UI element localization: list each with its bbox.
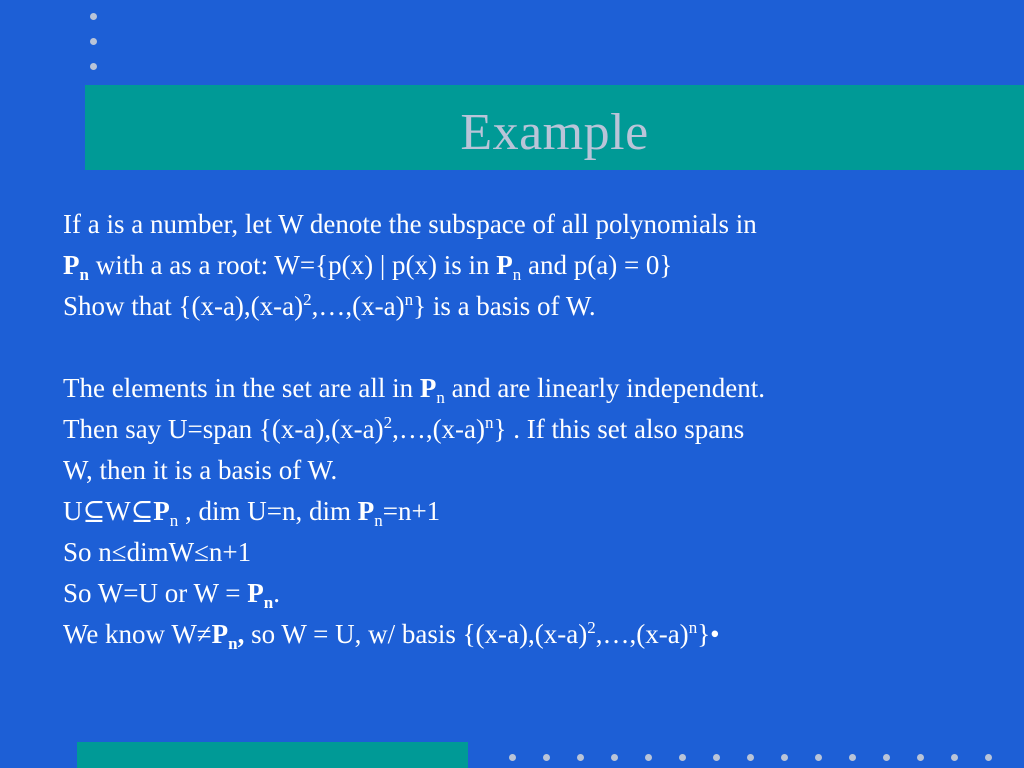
superscript: n — [688, 618, 698, 637]
text-span: The elements in the set are all in — [63, 373, 420, 403]
bold-P: P — [496, 250, 513, 280]
text-span: with a as a root: W={p(x) | p(x) is in — [88, 250, 497, 280]
text-span: }• — [697, 619, 720, 649]
text-line-1 — [63, 204, 993, 245]
text-span: If a is a number, let W denote the subspace of all polynomials in — [63, 209, 757, 239]
decor-dot — [849, 754, 856, 761]
decor-dot — [509, 754, 516, 761]
text-span: We know W≠ — [63, 619, 212, 649]
decor-dot — [917, 754, 924, 761]
decor-dot — [90, 38, 97, 45]
text-span: U⊆W⊆ — [63, 496, 154, 526]
subscript: n — [436, 388, 445, 407]
subscript: n — [228, 634, 238, 653]
text-line-10 — [63, 614, 993, 655]
text-span: So n≤dimW≤n+1 — [63, 537, 252, 567]
text-span: ,…,(x-a) — [311, 291, 405, 321]
slide-title: Example — [460, 104, 649, 161]
text-span: =n+1 — [382, 496, 441, 526]
bold-P: $P_n$ — [63, 250, 89, 284]
decor-dot — [781, 754, 788, 761]
superscript: 2 — [587, 618, 596, 637]
decor-dot — [883, 754, 890, 761]
text-span: Then say U=span {(x-a),(x-a) — [63, 414, 384, 444]
subscript: n — [512, 265, 522, 284]
bold-P: $P_n$ — [247, 578, 274, 612]
text-span: and p(a) = 0} — [521, 250, 673, 280]
bold-P: P — [357, 496, 375, 526]
text-line-7 — [63, 491, 993, 532]
subscript: n — [374, 511, 383, 530]
text-line-4 — [63, 368, 993, 409]
subscript: n — [263, 593, 274, 612]
text-span: } . If this set also spans — [493, 414, 745, 444]
decor-dot — [815, 754, 822, 761]
superscript: 2 — [383, 413, 393, 432]
text-line-8 — [63, 532, 993, 573]
text-line-9 — [63, 573, 993, 614]
text-line-3 — [63, 286, 993, 327]
decor-dot — [985, 754, 992, 761]
decor-dot — [679, 754, 686, 761]
text-span: ,…,(x-a) — [392, 414, 486, 444]
decor-dot — [747, 754, 754, 761]
bold-P: P — [419, 373, 437, 403]
text-span: , dim U=n, dim — [178, 496, 358, 526]
decor-dot — [713, 754, 720, 761]
text-line-6 — [63, 450, 993, 491]
decor-dot — [543, 754, 550, 761]
text-line-2 — [63, 245, 993, 286]
decor-dot — [90, 63, 97, 70]
superscript: n — [485, 413, 494, 432]
title-bar — [85, 85, 1024, 170]
subscript: n — [169, 511, 179, 530]
text-span: } is a basis of W. — [413, 291, 596, 321]
text-span: and are linearly independent. — [444, 373, 765, 403]
decor-dot — [90, 13, 97, 20]
decor-dot — [611, 754, 618, 761]
decor-dot — [645, 754, 652, 761]
subscript: n — [79, 265, 89, 284]
text-span: ,…,(x-a) — [595, 619, 689, 649]
text-span: so W = U, w/ basis {(x-a),(x-a) — [244, 619, 588, 649]
text-span: Show that {(x-a),(x-a) — [63, 291, 304, 321]
bold-P: $P_n$, — [211, 619, 245, 653]
blank-line — [63, 327, 993, 368]
text-span: W, then it is a basis of W. — [63, 455, 338, 485]
slide-body — [63, 204, 993, 655]
decor-dot — [577, 754, 584, 761]
bold-P: P — [153, 496, 170, 526]
text-line-5 — [63, 409, 993, 450]
text-span: So W=U or W = — [63, 578, 248, 608]
superscript: n — [404, 290, 414, 309]
bottom-accent-bar — [77, 742, 468, 768]
decor-dot — [951, 754, 958, 761]
superscript: 2 — [303, 290, 312, 309]
text-span: . — [273, 578, 280, 608]
